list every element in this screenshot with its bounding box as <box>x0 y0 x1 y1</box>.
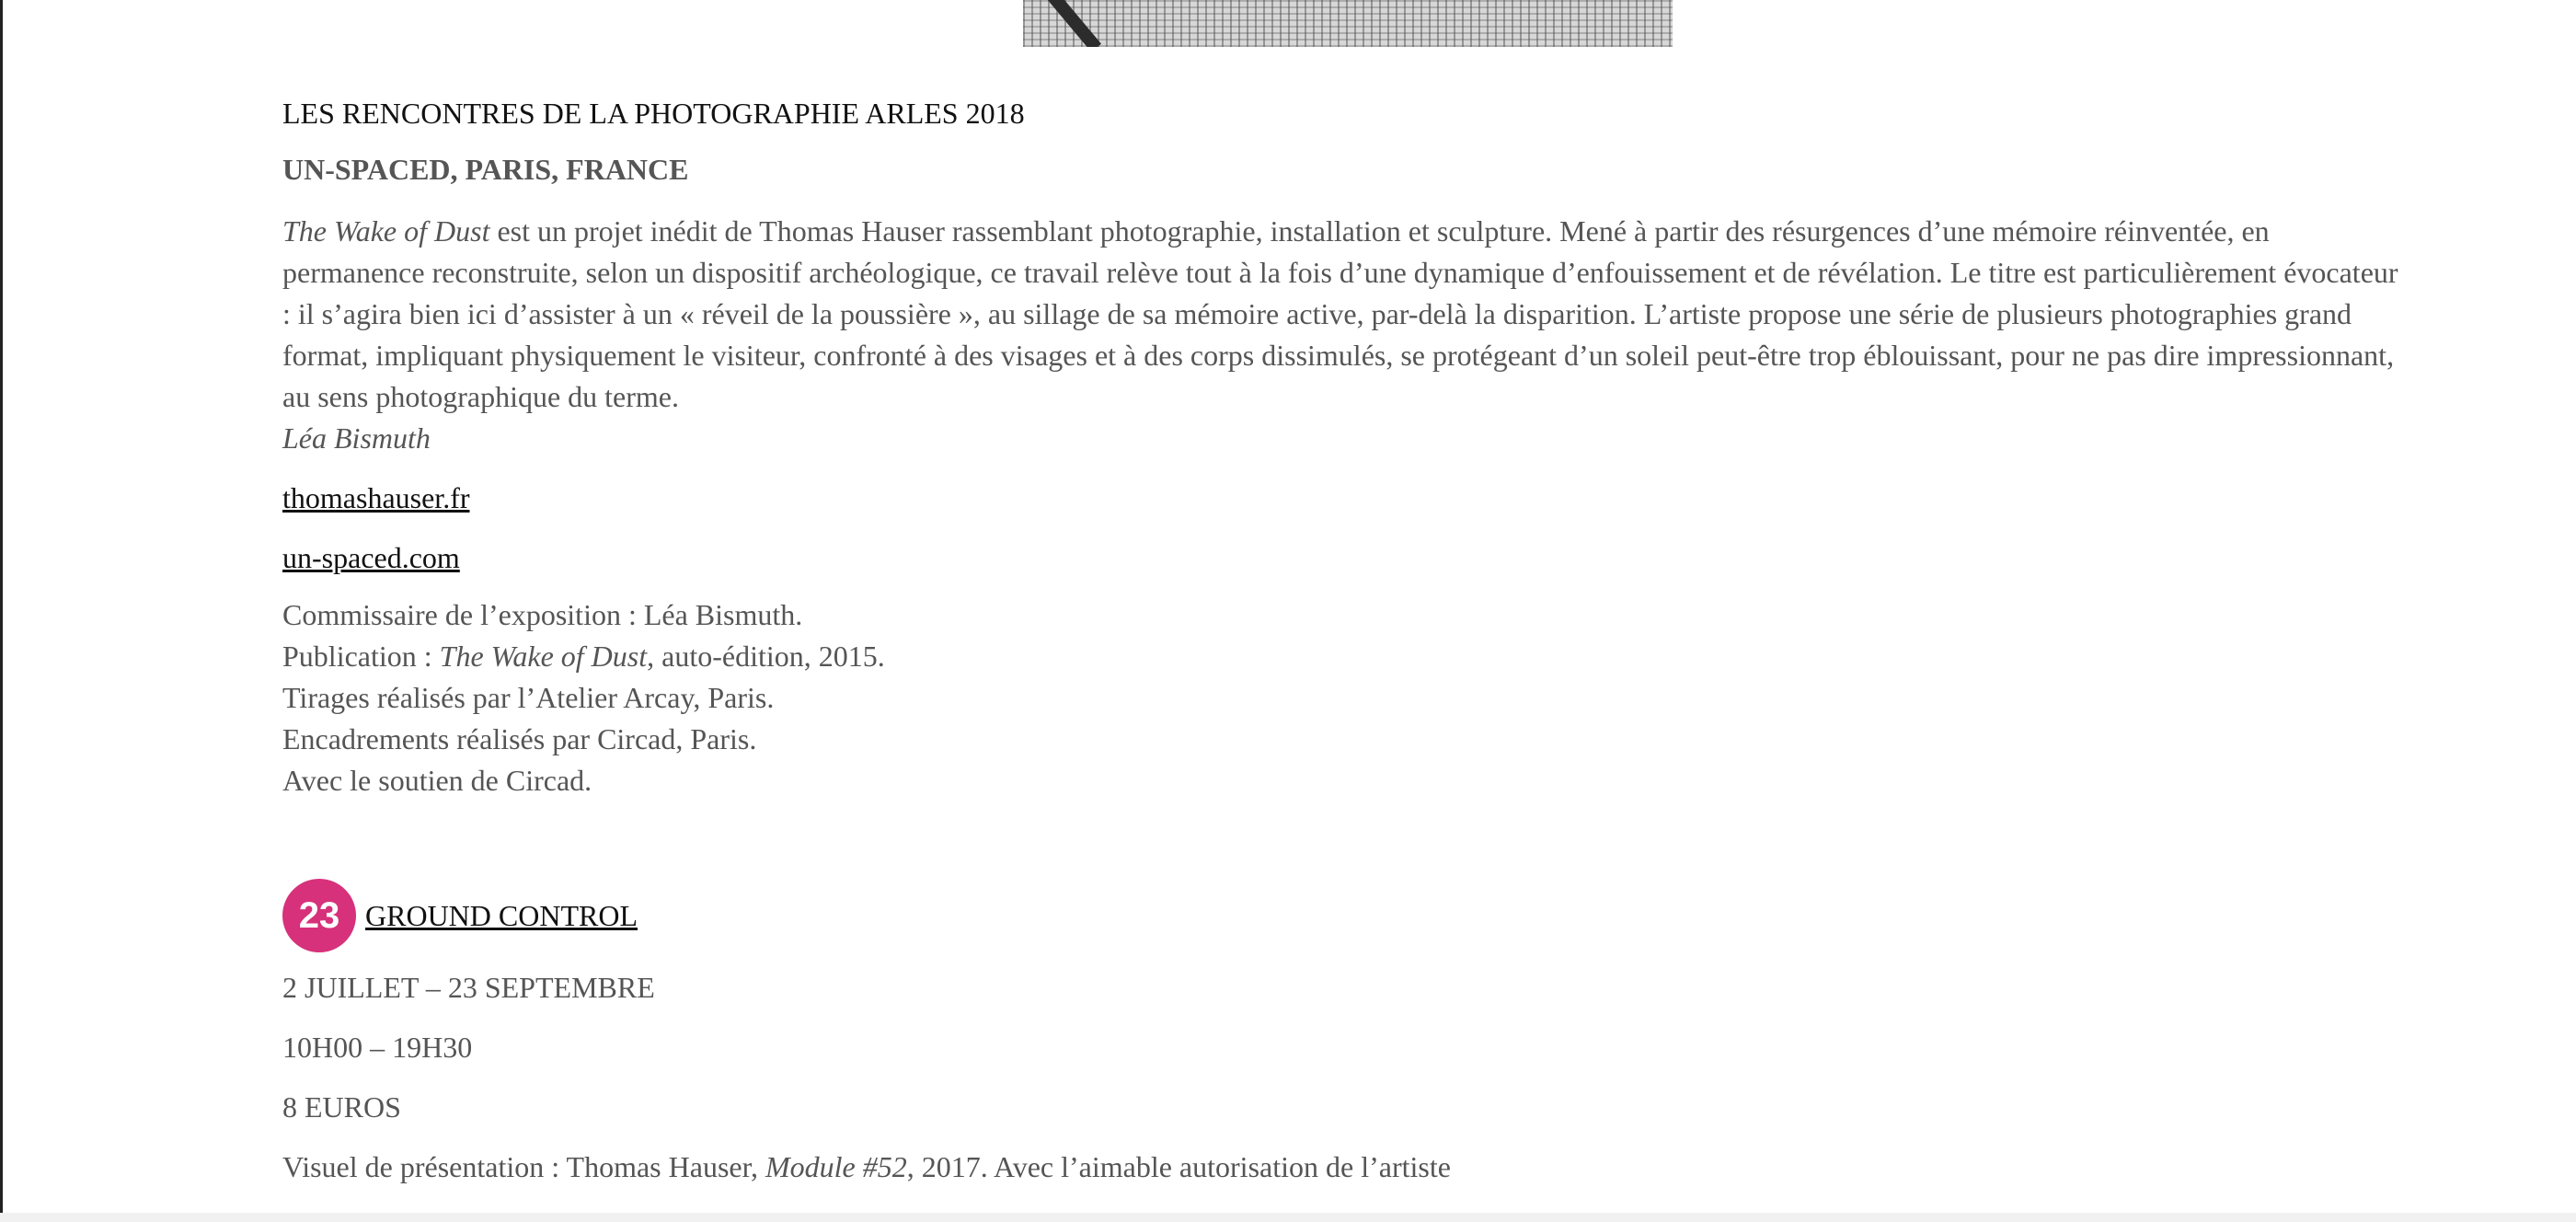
opening-hours: 10H00 – 19H30 <box>282 1031 473 1064</box>
visual-credit-prefix: Visuel de présentation : Thomas Hauser, <box>282 1150 765 1183</box>
credit-framing: Encadrements réalisés par Circad, Paris. <box>282 722 757 755</box>
gallery-website-link[interactable]: un-spaced.com <box>282 541 460 574</box>
credit-publication <box>282 636 885 677</box>
publication-suffix: , auto-édition, 2015. <box>647 640 885 673</box>
credit-support: Avec le soutien de Circad. <box>282 764 592 797</box>
credit-curator: Commissaire de l’exposition : Léa Bismuth. <box>282 598 803 631</box>
publication-prefix: Publication : <box>282 640 440 673</box>
project-description <box>282 211 2398 459</box>
description-author: Léa Bismuth <box>282 421 431 455</box>
visual-credit-suffix: , 2017. Avec l’aimable autorisation de l’artiste <box>906 1150 1451 1183</box>
artwork-image-dark-stripe <box>1032 0 1101 47</box>
ticket-price: 8 EUROS <box>282 1090 401 1124</box>
venue-name-link[interactable]: GROUND CONTROL <box>365 898 638 932</box>
event-title: LES RENCONTRES DE LA PHOTOGRAPHIE ARLES 2018 <box>282 97 1025 130</box>
project-title: The Wake of Dust <box>282 214 490 248</box>
artist-website-link[interactable]: thomashauser.fr <box>282 481 470 514</box>
exhibition-dates: 2 JUILLET – 23 SEPTEMBRE <box>282 971 655 1004</box>
description-text: est un projet inédit de Thomas Hauser rassemblant photographie, installation et sculpture. Mené à partir des résurgences d’une mémoire réinventée, en permanence reconstruite, selon un dispositif archéologique, ce travail relève tout à la fois d’une dynamique d’enfouissement et de révélation. Le titre est particulièrement évocateur : il s’agira bien ici d’assister à un « réveil de la poussière », au sillage de sa mémoire active, par-delà la disparition. L’artiste propose une série de plusieurs photographies grand format, impliquant physiquement le visiteur, confronté à des visages et à des corps dissimulés, se protégeant d’un soleil peut-être trop éblouissant, pour ne pas dire impressionnant, au sens photographique du terme. <box>282 214 2398 413</box>
venue-heading: UN-SPACED, PARIS, FRANCE <box>282 153 689 186</box>
visual-credit <box>282 1150 1451 1184</box>
venue-listing-header <box>282 879 638 952</box>
artwork-image <box>1023 0 1673 47</box>
page-left-border <box>0 0 3 1222</box>
credit-prints: Tirages réalisés par l’Atelier Arcay, Paris. <box>282 681 775 714</box>
page-bottom-band <box>0 1213 2576 1222</box>
exhibition-credits <box>282 594 885 801</box>
publication-title: The Wake of Dust <box>439 640 648 673</box>
visual-credit-title: Module #52 <box>765 1150 907 1183</box>
venue-number-badge: 23 <box>282 879 356 952</box>
